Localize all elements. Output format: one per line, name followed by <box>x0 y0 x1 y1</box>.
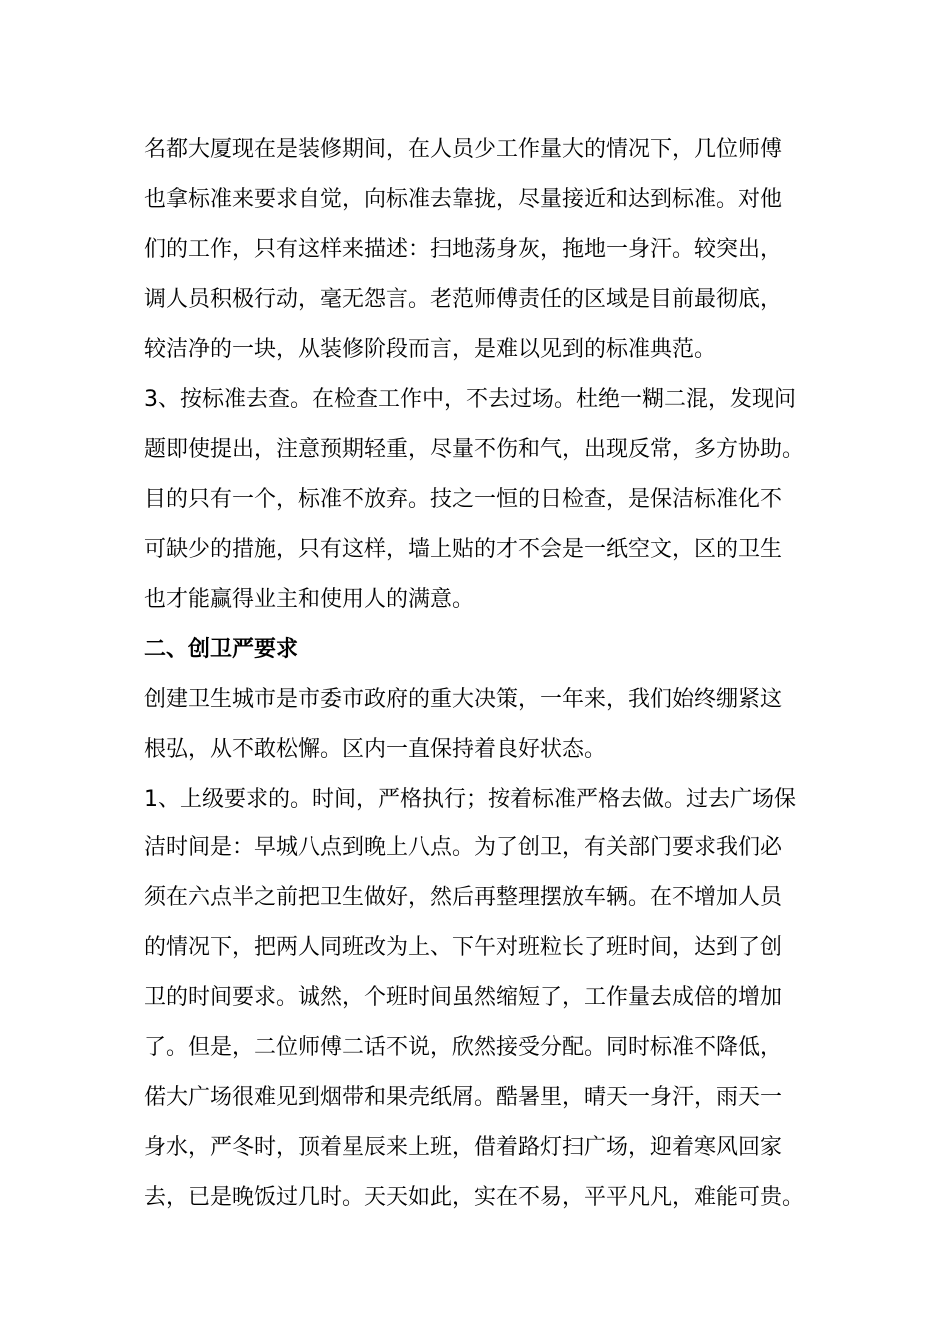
text-line: 根弘，从不敢松懈。区内一直保持着良好状态。 <box>144 737 607 762</box>
text-line: 了。但是，二位师傅二话不说，欣然接受分配。同时标准不降低， <box>144 1035 783 1060</box>
text-line: 3、按标准去查。在检查工作中，不去过场。杜绝一糊二混，发现问 <box>144 387 796 412</box>
text-line: 偌大广场很难见到烟带和果壳纸屑。酷暑里，晴天一身汗，雨天一 <box>144 1085 783 1110</box>
text-line: 洁时间是：早城八点到晚上八点。为了创卫，有关部门要求我们必 <box>144 835 783 860</box>
text-line: 创建卫生城市是市委市政府的重大决策，一年来，我们始终绷紧这 <box>144 687 783 712</box>
text-line: 较洁净的一块，从装修阶段而言，是难以见到的标准典范。 <box>144 337 717 362</box>
text-line: 题即使提出，注意预期轻重，尽量不伤和气，出现反常，多方协助。 <box>144 437 805 462</box>
text-line: 卫的时间要求。诚然，个班时间虽然缩短了，工作量去成倍的增加 <box>144 985 783 1010</box>
text-line: 身水，严冬时，顶着星辰来上班，借着路灯扫广场，迎着寒风回家 <box>144 1135 783 1160</box>
text-line: 名都大厦现在是装修期间，在人员少工作量大的情况下，几位师傅 <box>144 137 783 162</box>
text-line: 去，已是晚饭过几时。天天如此，实在不易，平平凡凡，难能可贵。 <box>144 1185 805 1210</box>
text-line: 目的只有一个，标准不放弃。技之一恒的日检查，是保洁标准化不 <box>144 487 783 512</box>
text-line: 可缺少的措施，只有这样，墙上贴的才不会是一纸空文，区的卫生 <box>144 537 783 562</box>
text-line: 调人员积极行动，毫无怨言。老范师傅责任的区域是目前最彻底， <box>144 287 783 312</box>
section-heading: 二、创卫严要求 <box>144 637 299 662</box>
text-line: 须在六点半之前把卫生做好，然后再整理摆放车辆。在不增加人员 <box>144 885 783 910</box>
text-line: 1、上级要求的。时间，严格执行；按着标准严格去做。过去广场保 <box>144 787 796 812</box>
text-line: 们的工作，只有这样来描述：扫地荡身灰，拖地一身汗。较突出， <box>144 237 783 262</box>
text-line: 也才能赢得业主和使用人的满意。 <box>144 587 475 612</box>
text-line: 的情况下，把两人同班改为上、下午对班粒长了班时间，达到了创 <box>144 935 783 960</box>
text-line: 也拿标准来要求自觉，向标准去靠拢，尽量接近和达到标准。对他 <box>144 187 783 212</box>
